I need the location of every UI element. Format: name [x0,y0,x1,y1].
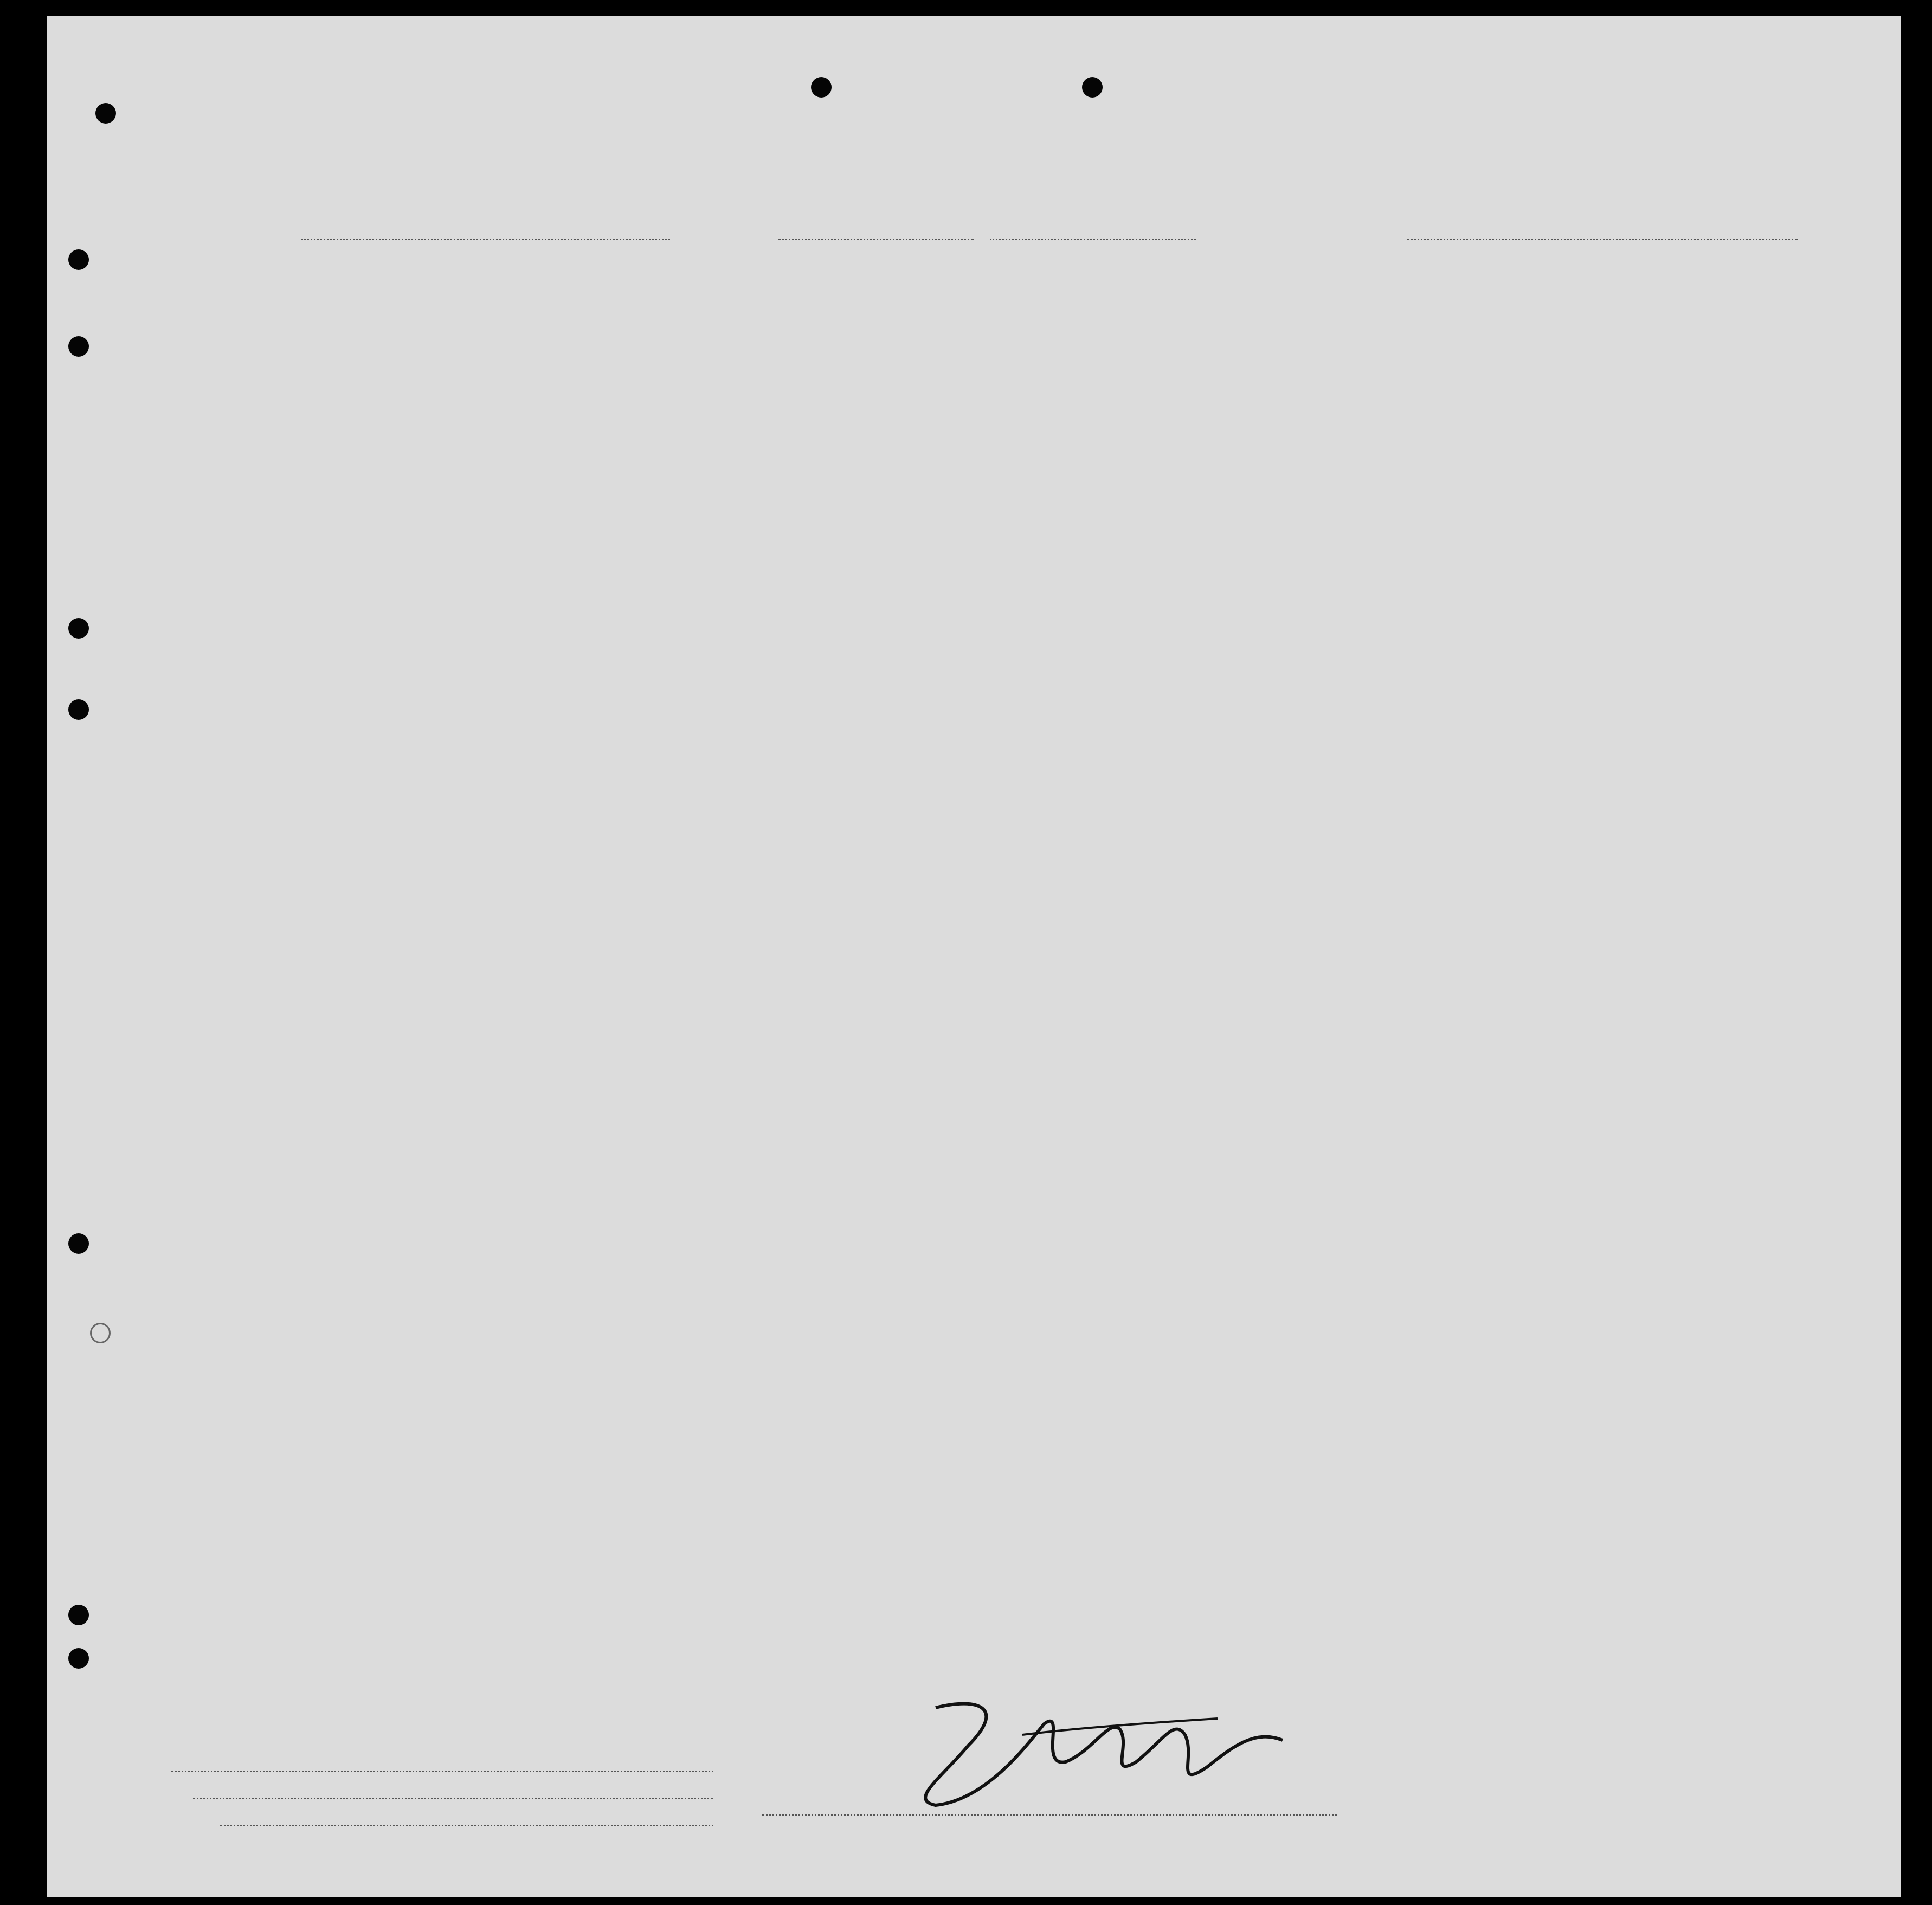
manifest-sheet [47,16,1901,1897]
check-mark-layer [47,16,1901,1897]
